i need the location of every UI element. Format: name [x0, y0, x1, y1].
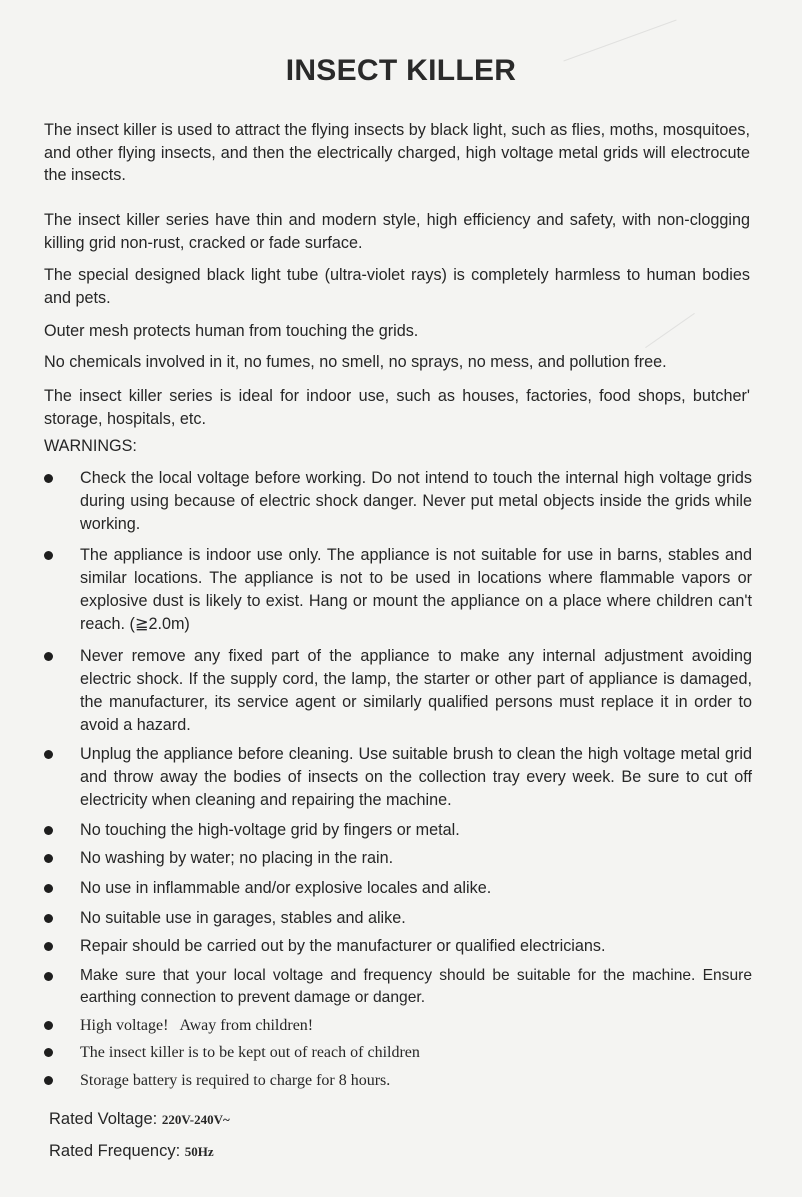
warning-text: No touching the high-voltage grid by fingers or metal.	[80, 821, 460, 839]
intro-paragraph-2: The insect killer series have thin and modern style, high efficiency and safety, with non-clogging killing grid non-rust, cracked or fade surface.	[44, 211, 750, 252]
bullet-icon	[44, 1048, 53, 1057]
rated-frequency	[49, 1142, 214, 1161]
rated-voltage	[49, 1110, 230, 1129]
bullet-icon	[44, 750, 53, 759]
intro-paragraph-5: No chemicals involved in it, no fumes, no smell, no sprays, no mess, and pollution free.	[44, 353, 667, 371]
warnings-heading: WARNINGS:	[44, 437, 137, 455]
bullet-icon	[44, 1021, 53, 1030]
bullet-icon	[44, 854, 53, 863]
warning-text: The insect killer is to be kept out of reach of children	[80, 1044, 420, 1061]
bullet-icon	[44, 1076, 53, 1085]
intro-paragraph-4: Outer mesh protects human from touching the grids.	[44, 322, 419, 340]
bullet-icon	[44, 474, 53, 483]
bullet-icon	[44, 972, 53, 981]
bullet-icon	[44, 914, 53, 923]
warning-text: No suitable use in garages, stables and alike.	[80, 909, 406, 927]
rated-voltage-label: Rated Voltage:	[49, 1110, 158, 1128]
warning-text: Make sure that your local voltage and frequency should be suitable for the machine. Ensure earthing connection to prevent damage or danger.	[80, 967, 752, 1006]
intro-paragraph-6: The insect killer series is ideal for indoor use, such as houses, factories, food shops, butcher' storage, hospitals, etc.	[44, 387, 750, 428]
warning-text: Unplug the appliance before cleaning. Use suitable brush to clean the high voltage metal grid and throw away the bodies of insects on the collection tray every week. Be sure to cut off electricity when cleaning and repairing the machine.	[80, 745, 752, 809]
bullet-icon	[44, 652, 53, 661]
warning-text: Repair should be carried out by the manufacturer or qualified electricians.	[80, 937, 606, 955]
intro-paragraph-3: The special designed black light tube (ultra-violet rays) is completely harmless to human bodies and pets.	[44, 266, 750, 307]
bullet-icon	[44, 884, 53, 893]
warning-text: Check the local voltage before working. Do not intend to touch the internal high voltage grids during using because of electric shock danger. Never put metal objects inside the grids while working.	[80, 469, 752, 533]
intro-paragraph-1: The insect killer is used to attract the flying insects by black light, such as flies, moths, mosquitoes, and other flying insects, and then the electrically charged, high voltage metal grids will electrocute the insects.	[44, 121, 750, 184]
warning-text: No washing by water; no placing in the rain.	[80, 849, 394, 867]
warning-text: High voltage! Away from children!	[80, 1017, 314, 1034]
warning-text: The appliance is indoor use only. The appliance is not suitable for use in barns, stables and similar locations. The appliance is not to be used in locations where flammable vapors or explosive dust is likely to exist. Hang or mount the appliance on a place where children can't reach. (≧2.0m)	[80, 546, 752, 633]
rated-voltage-value: 220V-240V~	[161, 1112, 230, 1127]
warning-text: No use in inflammable and/or explosive locales and alike.	[80, 879, 492, 897]
bullet-icon	[44, 551, 53, 560]
warning-text: Never remove any fixed part of the appliance to make any internal adjustment avoiding electric shock. If the supply cord, the lamp, the starter or other part of appliance is damaged, the manufacturer, its service agent or similarly qualified persons must replace it in order to avoid a hazard.	[80, 647, 752, 734]
rated-frequency-label: Rated Frequency:	[49, 1142, 181, 1160]
bullet-icon	[44, 942, 53, 951]
rated-frequency-value: 50Hz	[184, 1144, 214, 1159]
bullet-icon	[44, 826, 53, 835]
document-title: INSECT KILLER	[285, 54, 517, 87]
warning-text: Storage battery is required to charge for 8 hours.	[80, 1072, 391, 1089]
